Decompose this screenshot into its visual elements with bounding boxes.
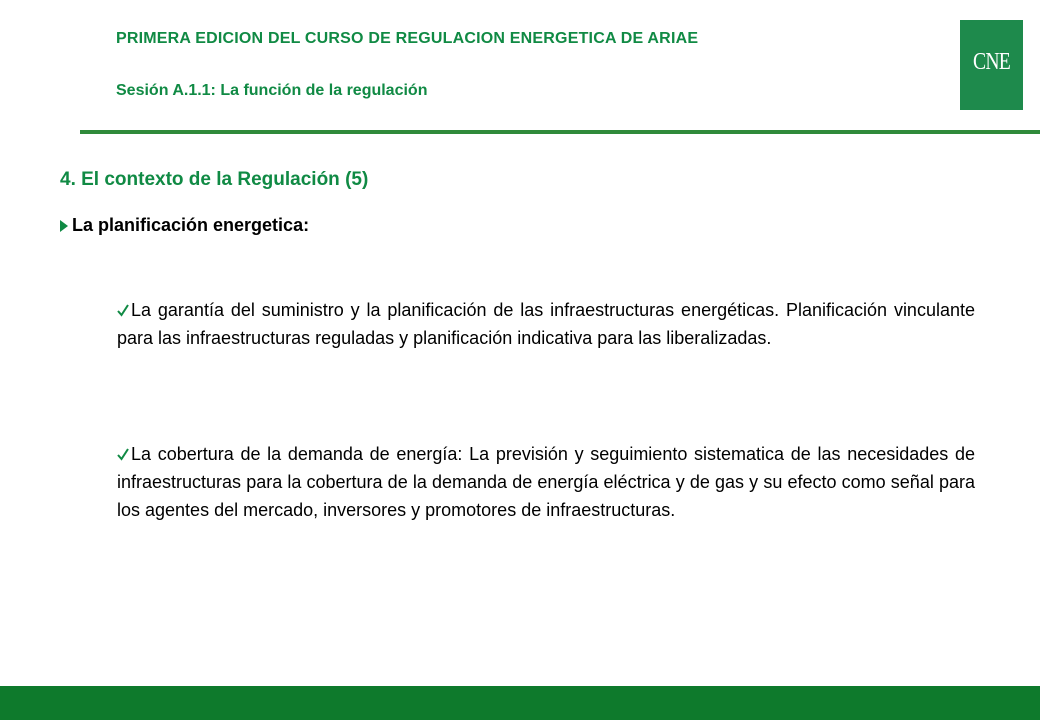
check-icon — [117, 447, 129, 461]
arrow-right-icon — [60, 220, 68, 232]
list-item-text: La cobertura de la demanda de energía: La previsión y seguimiento sistematica de las necesidades de infraestructuras para la cobertura de la demanda de energía eléctrica y de gas y su efecto como señal para los agentes del mercado, inversores y promotores de infraestructuras. — [117, 444, 975, 520]
session-subtitle: Sesión A.1.1: La función de la regulación — [116, 82, 428, 99]
logo-text: CNE — [973, 48, 1010, 75]
cne-logo — [960, 20, 1023, 110]
header-title: PRIMERA EDICION DEL CURSO DE REGULACION ENERGETICA DE ARIAE — [116, 30, 699, 47]
list-item — [117, 440, 975, 524]
list-item — [117, 296, 975, 352]
section-heading: 4. El contexto de la Regulación (5) — [60, 169, 369, 190]
check-icon — [117, 303, 129, 317]
list-item-text: La garantía del suministro y la planificación de las infraestructuras energéticas. Planificación vinculante para las infraestructuras reguladas y planificación indicativa para las liberalizadas. — [117, 300, 975, 348]
bullet-label: La planificación energetica: — [72, 215, 310, 235]
footer-bar — [0, 686, 1040, 720]
header-divider — [80, 130, 1040, 134]
bullet-heading — [60, 215, 309, 236]
